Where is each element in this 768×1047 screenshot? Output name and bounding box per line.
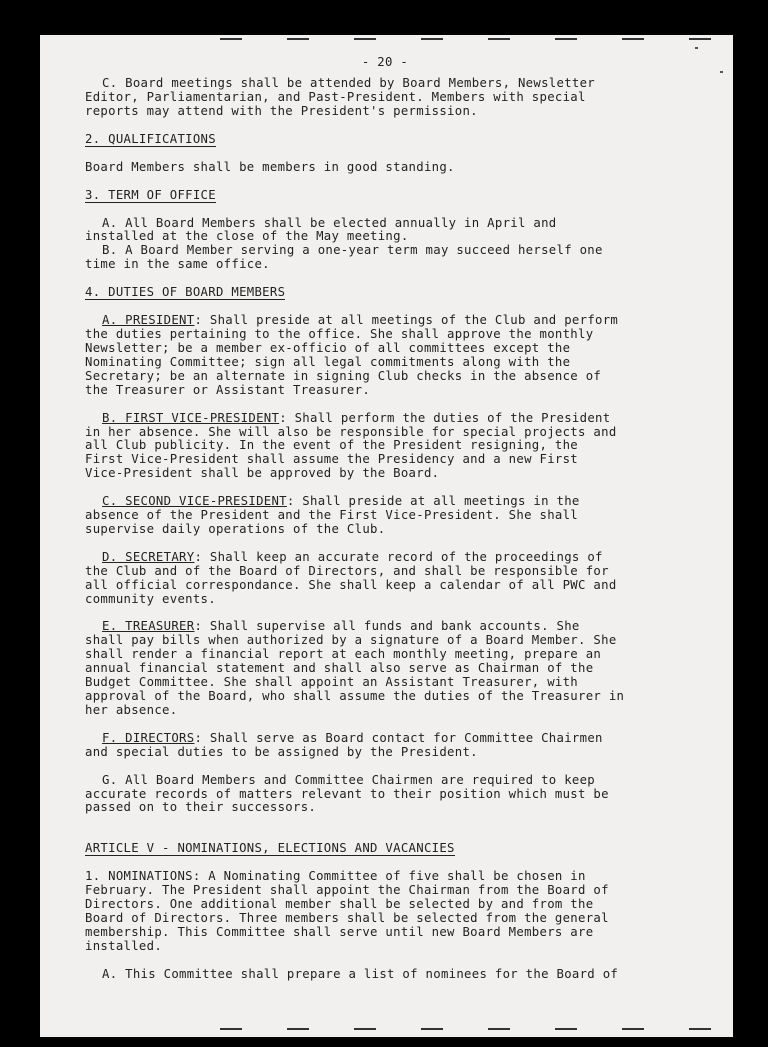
paragraph-nominations-a: A. This Committee shall prepare a list of nominees for the Board of [102,966,619,981]
paragraph-term-b: B. A Board Member serving a one-year term may succeed herself one time in the same office. [85,243,603,272]
text-second-vp: : Shall preside at all meetings in the absence of the President and the First Vice-President. She shall supervise daily operations of the Club. [85,494,580,536]
scan-mark [622,1028,644,1030]
scan-mark [287,38,309,40]
paragraph-duty-records: G. All Board Members and Committee Chairmen are required to keep accurate records of matters relevant to their position which must be passed on to their successors. [85,772,609,815]
scan-mark [622,38,644,40]
scan-marks-top [220,38,733,44]
text-first-vp: : Shall perform the duties of the President in her absence. She will also be responsible for special projects and all Club publicity. In the event of the President resigning, the First Vice-President shall assume the Presidency and a new First Vice-President shall be approved by the Board. [85,410,617,481]
paragraph-duty-secretary [85,551,685,607]
scan-mark [287,1028,309,1030]
scan-mark [220,1028,242,1030]
label-president: A. PRESIDENT [102,313,195,328]
text-directors: : Shall serve as Board contact for Committee Chairmen and special duties to be assigned by the President. [85,730,603,759]
paragraph-qualifications: Board Members shall be members in good standing. [85,159,455,174]
paragraph-board-meetings: C. Board meetings shall be attended by Board Members, Newsletter Editor, Parliamentarian, and Past-President. Members with special reports may attend with the President's permission. [85,75,596,118]
scan-mark [421,1028,443,1030]
scan-mark [689,38,711,40]
text-secretary: : Shall keep an accurate record of the proceedings of the Club and of the Board of Directors, and shall be responsible for all official correspondance. She shall keep a calendar of all PWC and community events. [85,549,617,606]
speck [695,47,698,49]
scan-mark [488,1028,510,1030]
scan-mark [689,1028,711,1030]
paragraph-duty-first-vp [85,412,685,482]
scan-mark [555,38,577,40]
paragraph-duty-directors [85,732,685,760]
paragraph-duty-president [85,314,685,397]
speck [720,71,723,73]
label-first-vp: B. FIRST VICE-PRESIDENT [102,410,280,425]
heading-duties: 4. DUTIES OF BOARD MEMBERS [85,285,286,300]
paragraph-duty-second-vp [85,495,685,537]
paragraph-term-a: A. All Board Members shall be elected annually in April and installed at the close of the May meeting. [85,215,557,244]
scan-mark [220,38,242,40]
paragraph-nominations: 1. NOMINATIONS: A Nominating Committee of five shall be chosen in February. The President shall appoint the Chairman from the Board of Directors. One additional member shall be selected by and from the Board of Directors. Three members shall be selected from the general membership. This Committee shall serve until new Board Members are installed. [85,869,609,953]
document-page [40,35,733,1037]
heading-term-of-office: 3. TERM OF OFFICE [85,187,216,202]
heading-qualifications: 2. QUALIFICATIONS [85,131,216,146]
label-directors: F. DIRECTORS [102,730,195,745]
scan-mark [555,1028,577,1030]
heading-article-v: ARTICLE V - NOMINATIONS, ELECTIONS AND VACANCIES [85,841,455,856]
paragraph-duty-treasurer [85,620,685,717]
label-second-vp: C. SECOND VICE-PRESIDENT [102,494,287,509]
scan-mark [354,1028,376,1030]
label-treasurer: E. TREASURER [102,619,195,634]
scan-mark [354,38,376,40]
page-number: - 20 - [361,55,409,69]
label-secretary: D. SECRETARY [102,549,195,564]
page-body [85,56,685,982]
scan-mark [488,38,510,40]
text-president: : Shall preside at all meetings of the Club and perform the duties pertaining to the office. She shall approve the monthly Newsletter; be a member ex-officio of all committees except the Nominating Committee; sign all legal commitments along with the Secretary; be an alternate in signing Club checks in the absence of the Treasurer or Assistant Treasurer. [85,313,619,397]
text-treasurer: : Shall supervise all funds and bank accounts. She shall pay bills when authorized by a signature of a Board Member. She shall render a financial report at each monthly meeting, prepare an annual financial statement and shall also serve as Chairman of the Budget Committee. She shall appoint an Assistant Treasurer, with approval of the Board, who shall assume the duties of the Treasurer in her absence. [85,619,625,717]
scan-mark [421,38,443,40]
scan-marks-bottom [220,1028,733,1034]
